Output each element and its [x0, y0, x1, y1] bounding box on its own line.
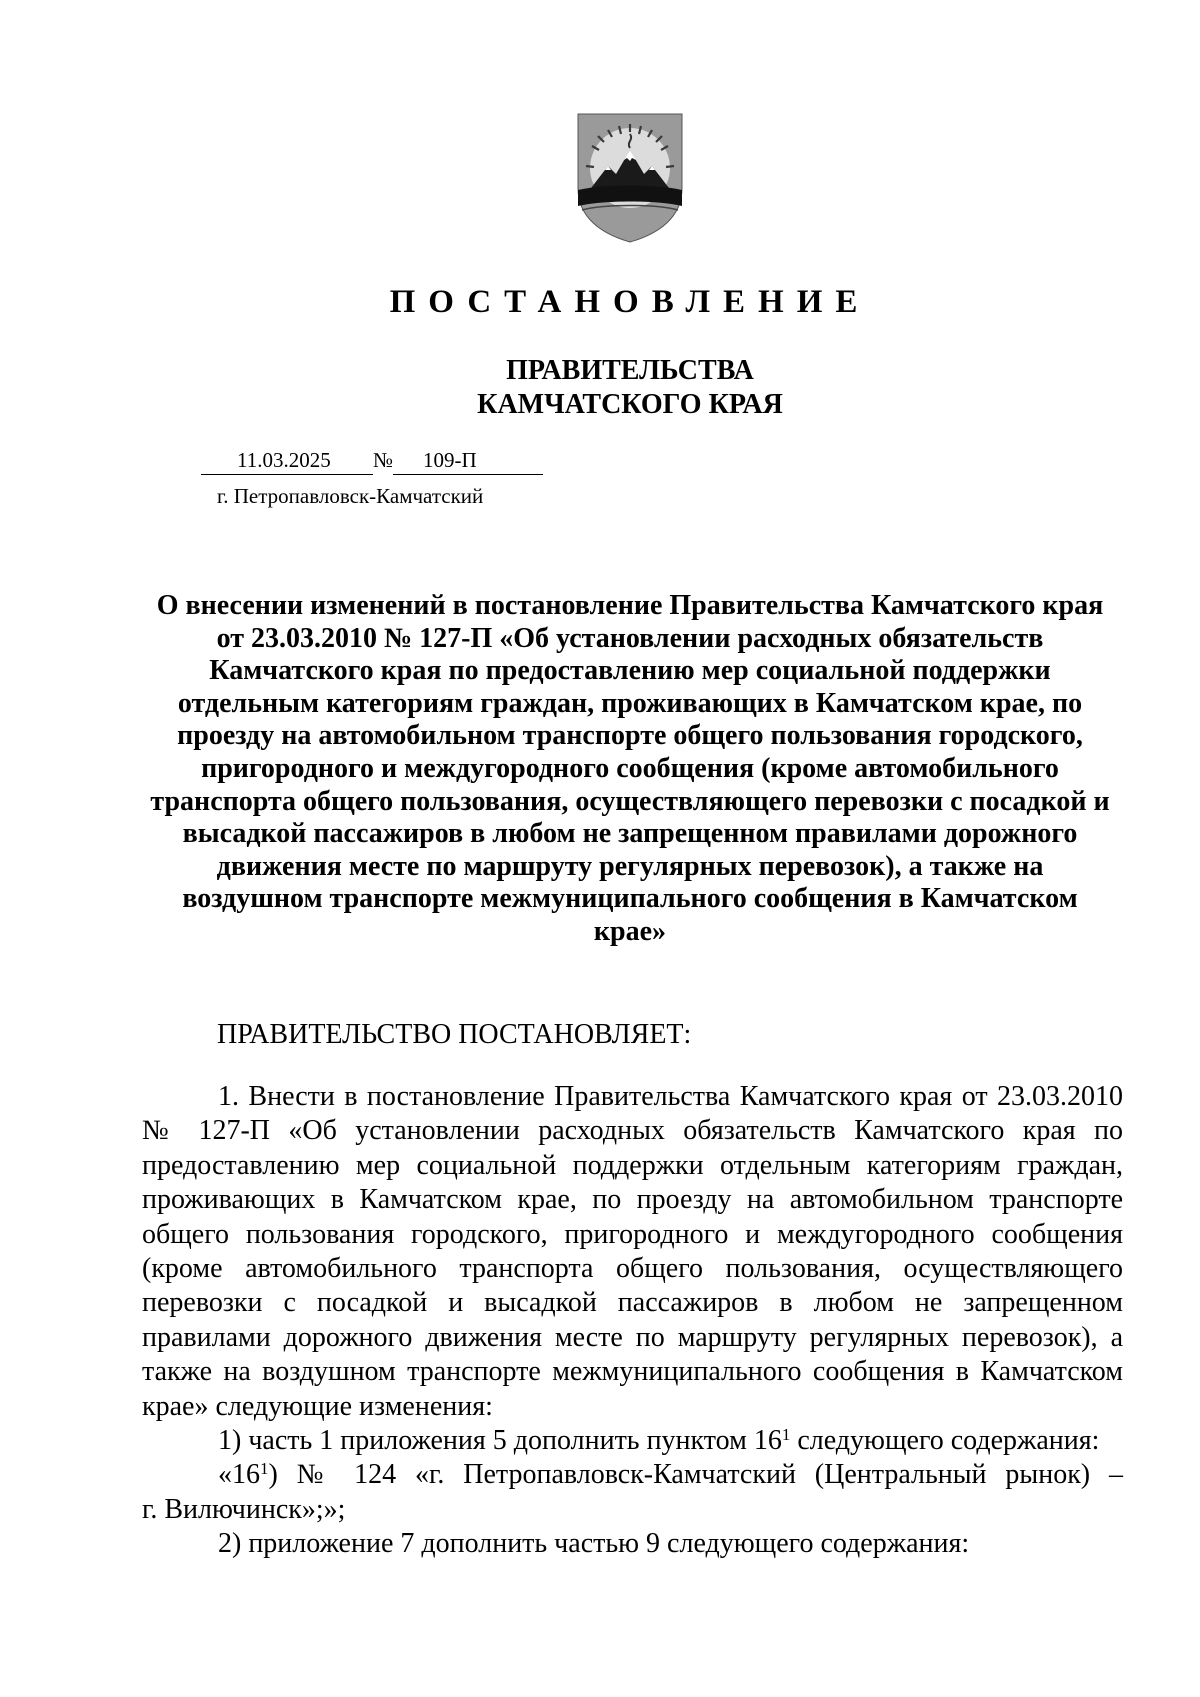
- body-line: также на воздушном транспорте межмуниципального сообщения в Камчатском: [142, 1356, 1123, 1388]
- title-line: крае»: [593, 915, 667, 947]
- number-sign: №: [373, 448, 394, 472]
- title-line: Камчатского края по предоставлению мер социальной поддержки: [209, 655, 1051, 687]
- body-line: правилами дорожного движения месте по маршруту регулярных перевозок), а: [142, 1321, 1123, 1353]
- body-line: общего пользования городского, пригородного и междугородного сообщения: [142, 1218, 1123, 1250]
- body-line: (кроме автомобильного транспорта общего пользования, осуществляющего: [142, 1253, 1123, 1285]
- title-line: воздушном транспорте межмуниципального сообщения в Камчатском: [182, 883, 1078, 915]
- document-type-heading: ПОСТАНОВЛЕНИЕ: [389, 284, 871, 320]
- body-line: предоставлению мер социальной поддержки отдельным категориям граждан,: [142, 1149, 1123, 1181]
- title-line: пригородного и междугородного сообщения (кроме автомобильного: [201, 752, 1059, 784]
- body-line: 1. Внести в постановление Правительства Камчатского края от 23.03.2010: [218, 1081, 1123, 1112]
- body-line: № 127-П «Об установлении расходных обязательств Камчатского края по: [142, 1115, 1123, 1147]
- title-line: транспорта общего пользования, осуществляющего перевозки с посадкой и: [150, 785, 1110, 817]
- title-line: отдельным категориям граждан, проживающих в Камчатском крае, по: [177, 687, 1083, 719]
- coat-of-arms-icon: [574, 110, 686, 244]
- issuer-line-1: ПРАВИТЕЛЬСТВА: [506, 355, 754, 386]
- registration-number: 109-П: [393, 446, 543, 475]
- quote-line-1: «$16^1$) № 124 «г. Петропавловск-Камчатский (Центральный рынок) –: [218, 1459, 1123, 1491]
- body-line: крае» следующие изменения:: [142, 1390, 493, 1422]
- document-title: [135, 590, 1125, 949]
- issue-city: г. Петропавловск-Камчатский: [217, 484, 484, 508]
- title-line: О внесении изменений в постановление Правительства Камчатского края: [156, 590, 1104, 621]
- issuer-line-2: КАМЧАТСКОГО КРАЯ: [477, 389, 783, 420]
- quote-line-2: г. Вилючинск»;»;: [142, 1493, 346, 1525]
- item-1: 1) часть 1 приложения 5 дополнить пунктом $16^1$ следующего содержания:: [218, 1425, 1100, 1457]
- body-line: перевозки с посадкой и высадкой пассажиров в любом не запрещенном: [142, 1287, 1123, 1319]
- body-text: [142, 1080, 1123, 1562]
- title-line: от 23.03.2010 № 127-П «Об установлении расходных обязательств: [216, 622, 1044, 654]
- title-line: проезду на автомобильном транспорте общего пользования городского,: [177, 720, 1083, 752]
- item-2: 2) приложение 7 дополнить частью 9 следующего содержания:: [218, 1528, 970, 1560]
- title-line: движения месте по маршруту регулярных перевозок), а также на: [216, 850, 1044, 882]
- registration-row: [201, 446, 543, 475]
- registration-date: 11.03.2025: [201, 446, 373, 475]
- title-line: высадкой пассажиров в любом не запрещенном правилами дорожного: [182, 818, 1078, 850]
- decree-phrase: ПРАВИТЕЛЬСТВО ПОСТАНОВЛЯЕТ:: [217, 1019, 692, 1050]
- body-line: проживающих в Камчатском крае, по проезду на автомобильном транспорте: [142, 1184, 1123, 1216]
